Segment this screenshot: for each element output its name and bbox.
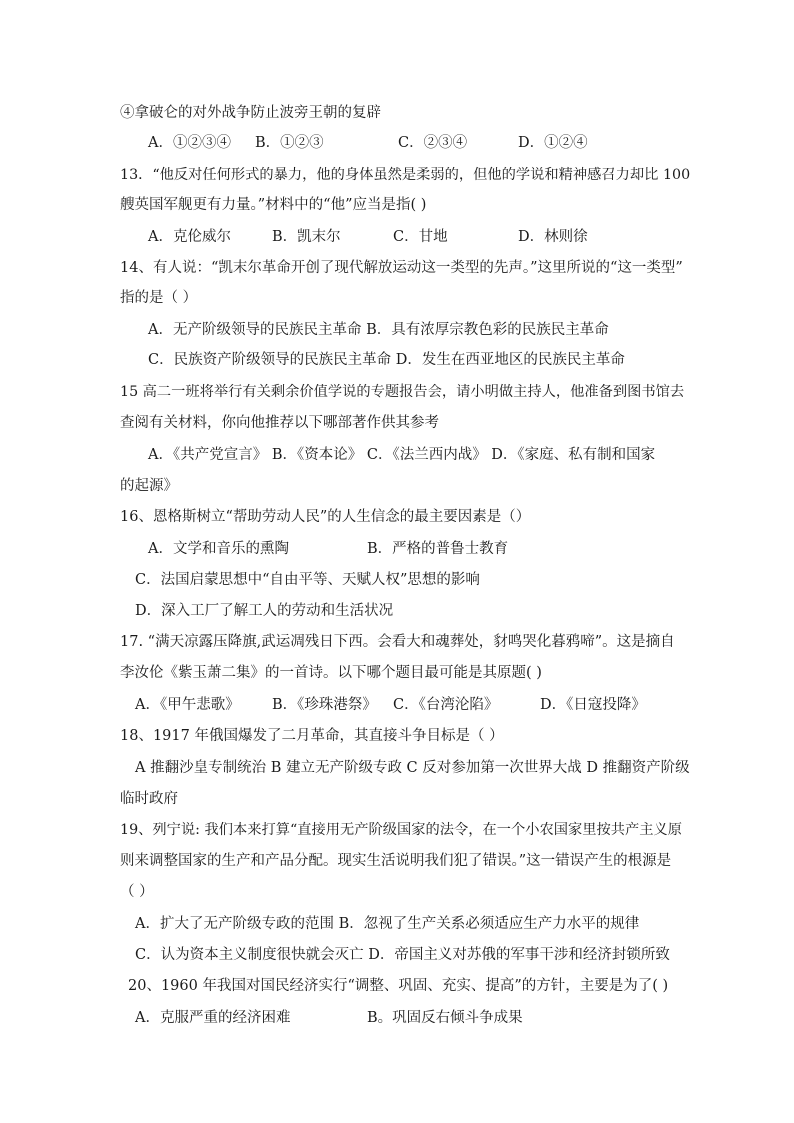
q19-options-line1: A．扩大了无产阶级专政的范围 B．忽视了生产关系必须适应生产力水平的规律	[135, 916, 640, 932]
q16-option-c: C．法国启蒙思想中“自由平等、天赋人权”思想的影响	[135, 572, 480, 588]
q16-option-b: B．严格的普鲁士教育	[367, 541, 509, 557]
q13-option-d: D．林则徐	[518, 229, 588, 245]
q14-options-line2: C．民族资产阶级领导的民族民主革命 D．发生在西亚地区的民族民主革命	[148, 352, 625, 368]
q20-stem: 20、1960 年我国对国民经济实行“调整、巩固、充实、提高”的方针，主要是为了( )	[128, 978, 669, 994]
q15-stem-line1: 15 高二一班将举行有关剩余价值学说的专题报告会，请小明做主持人，他准备到图书馆去	[120, 384, 685, 400]
q13-option-a: A．克伦威尔	[148, 229, 231, 245]
q15-options-line1: A．《共产党宣言》 B．《资本论》 C．《法兰西内战》 D．《家庭、私有制和国家	[148, 447, 656, 463]
prev-option-c: C．②③④	[398, 135, 468, 151]
prev-option-d: D．①②④	[518, 135, 588, 151]
prev-item-text: ④拿破仑的对外战争防止波旁王朝的复辟	[120, 105, 381, 121]
prev-option-b: B．①②③	[255, 135, 324, 151]
q20-option-a: A．克服严重的经济困难	[135, 1010, 291, 1026]
q15-options-line2: 的起源》	[120, 478, 178, 494]
q18-options-line1: A 推翻沙皇专制统治 B 建立无产阶级专政 C 反对参加第一次世界大战 D 推翻资产阶级	[135, 760, 690, 776]
q15-stem-line2: 查阅有关材料，你向他推荐以下哪部著作供其参考	[120, 415, 439, 431]
q17-option-d: D．《日寇投降》	[540, 697, 646, 713]
q13-stem-line2: 艘英国军舰更有力量。”材料中的“他”应当是指( )	[120, 197, 427, 213]
q17-option-c: C．《台湾沦陷》	[393, 697, 499, 713]
q14-stem-line1: 14、有人说：“凯末尔革命开创了现代解放运动这一类型的先声。”这里所说的“这一类型”	[120, 260, 683, 276]
q19-stem-line1: 19、列宁说: 我们本来打算“直接用无产阶级国家的法令，在一个小农国家里按共产主义原	[120, 822, 682, 838]
q13-option-b: B．凯末尔	[272, 229, 341, 245]
q20-option-b: B。巩固反右倾斗争成果	[367, 1010, 523, 1026]
q19-stem-line3: （ ）	[120, 884, 154, 900]
q19-stem-line2: 则来调整国家的生产和产品分配。现实生活说明我们犯了错误。”这一错误产生的根源是	[120, 853, 672, 869]
q16-option-a: A．文学和音乐的熏陶	[148, 541, 289, 557]
q18-stem: 18、1917 年俄国爆发了二月革命，其直接斗争目标是（ ）	[120, 728, 504, 744]
q14-stem-line2: 指的是（ ）	[120, 290, 198, 306]
prev-option-a: A．①②③④	[148, 135, 231, 151]
q17-option-a: A．《甲午悲歌》	[135, 697, 240, 713]
q17-stem-line2: 李汝伦《紫玉萧二集》的一首诗。以下哪个题目最可能是其原题( )	[120, 665, 542, 681]
q17-stem-line1: 17. “满天凉露压降旗,武运凋残日下西。会看大和魂葬处，豺鸣哭化暮鸦啼”。这是摘自	[120, 634, 675, 650]
q16-stem: 16、恩格斯树立“帮助劳动人民”的人生信念的最主要因素是（）	[120, 509, 531, 525]
q17-option-b: B．《珍珠港祭》	[272, 697, 377, 713]
q19-options-line2: C．认为资本主义制度很快就会灭亡 D．帝国主义对苏俄的军事干涉和经济封锁所致	[135, 947, 670, 963]
q13-option-c: C．甘地	[393, 229, 448, 245]
q18-options-line2: 临时政府	[120, 791, 178, 807]
q13-stem-line1: 13．“他反对任何形式的暴力，他的身体虽然是柔弱的，但他的学说和精神感召力却比 100	[120, 167, 691, 183]
q16-option-d: D．深入工厂了解工人的劳动和生活状况	[135, 603, 394, 619]
q14-options-line1: A．无产阶级领导的民族民主革命 B．具有浓厚宗教色彩的民族民主革命	[148, 322, 609, 338]
